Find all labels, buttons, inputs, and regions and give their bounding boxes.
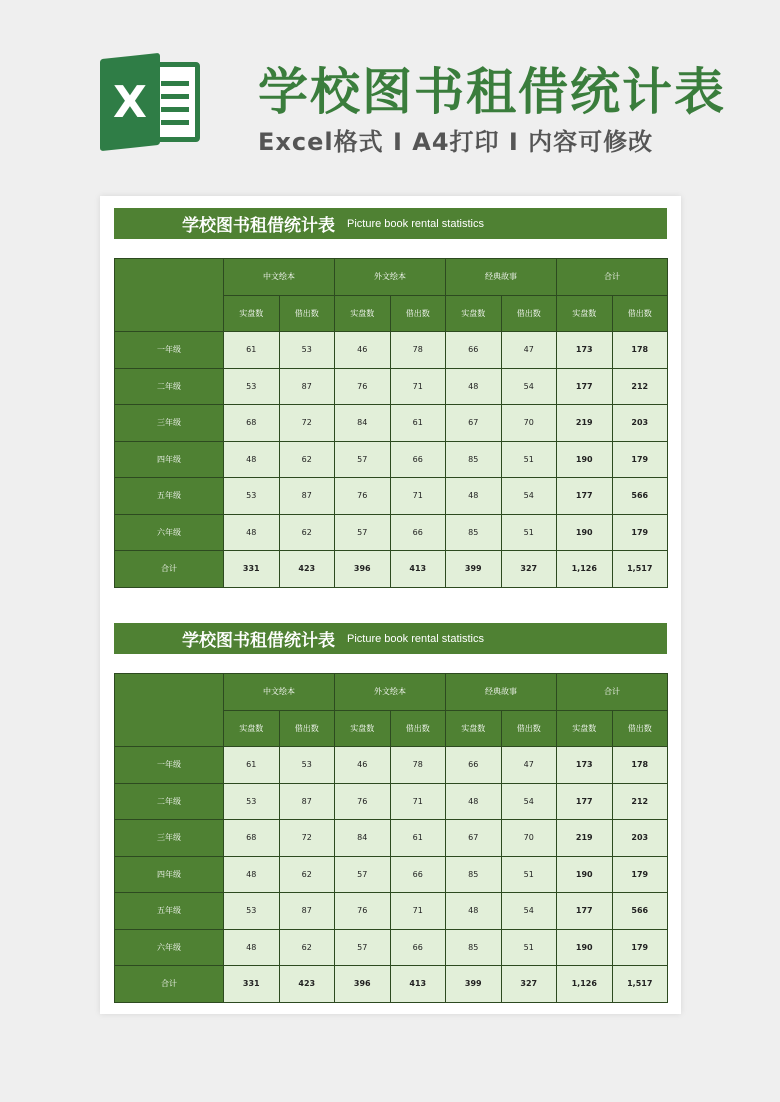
table-cell: 177	[557, 368, 613, 405]
table-cell: 48	[446, 783, 502, 820]
table-cell: 413	[390, 551, 446, 588]
excel-x-badge	[100, 53, 160, 151]
table-cell: 327	[501, 551, 557, 588]
table-cell: 51	[501, 514, 557, 551]
sub-header: 借出数	[501, 710, 557, 747]
sub-header: 借出数	[501, 295, 557, 332]
sub-header: 借出数	[612, 710, 668, 747]
row-label: 四年级	[115, 856, 224, 893]
table-cell: 179	[612, 441, 668, 478]
table-cell: 51	[501, 856, 557, 893]
stats-sheet-1	[114, 208, 667, 588]
table-cell: 212	[612, 368, 668, 405]
table-cell: 48	[224, 441, 280, 478]
table-cell: 1,126	[557, 966, 613, 1003]
sub-header: 实盘数	[224, 710, 280, 747]
table-cell: 54	[501, 893, 557, 930]
table-row	[115, 332, 668, 369]
table-cell: 48	[224, 856, 280, 893]
group-header: 中文绘本	[224, 674, 335, 711]
table-cell: 190	[557, 929, 613, 966]
table-cell: 53	[279, 747, 335, 784]
table-cell: 331	[224, 966, 280, 1003]
table-row	[115, 783, 668, 820]
corner-header-cell	[115, 259, 224, 332]
row-label: 三年级	[115, 405, 224, 442]
table-cell: 423	[279, 966, 335, 1003]
table-cell: 87	[279, 368, 335, 405]
corner-header-cell	[115, 674, 224, 747]
table-cell: 212	[612, 783, 668, 820]
table-cell: 76	[335, 368, 391, 405]
table-row	[115, 929, 668, 966]
group-header: 外文绘本	[335, 674, 446, 711]
table-row	[115, 856, 668, 893]
table-cell: 67	[446, 405, 502, 442]
sub-header: 借出数	[390, 710, 446, 747]
table-cell: 53	[224, 368, 280, 405]
row-label: 六年级	[115, 929, 224, 966]
table-cell: 190	[557, 856, 613, 893]
table-cell: 71	[390, 368, 446, 405]
table-cell: 178	[612, 747, 668, 784]
row-label: 一年级	[115, 332, 224, 369]
table-cell: 566	[612, 478, 668, 515]
sheet-title-en: Picture book rental statistics	[347, 632, 484, 645]
table-cell: 84	[335, 820, 391, 857]
table-cell: 1,517	[612, 966, 668, 1003]
sheet-title-bar	[114, 623, 667, 654]
row-label: 五年级	[115, 893, 224, 930]
table-cell: 327	[501, 966, 557, 1003]
table-cell: 331	[224, 551, 280, 588]
sub-header: 实盘数	[557, 710, 613, 747]
table-cell: 84	[335, 405, 391, 442]
table-cell: 219	[557, 820, 613, 857]
table-cell: 57	[335, 441, 391, 478]
table-row	[115, 747, 668, 784]
table-cell: 61	[224, 747, 280, 784]
table-cell: 48	[446, 893, 502, 930]
table-cell: 54	[501, 783, 557, 820]
table-cell: 85	[446, 441, 502, 478]
page-title: 学校图书租借统计表	[258, 63, 726, 121]
group-header: 合计	[557, 674, 668, 711]
table-cell: 178	[612, 332, 668, 369]
table-cell: 179	[612, 929, 668, 966]
row-label: 三年级	[115, 820, 224, 857]
table-cell: 177	[557, 893, 613, 930]
table-cell: 190	[557, 514, 613, 551]
table-row	[115, 893, 668, 930]
group-header: 中文绘本	[224, 259, 335, 296]
table-cell: 85	[446, 856, 502, 893]
document-page	[100, 196, 681, 1014]
table-row	[115, 441, 668, 478]
sub-header: 实盘数	[446, 295, 502, 332]
table-cell: 47	[501, 332, 557, 369]
table-cell: 62	[279, 514, 335, 551]
table-cell: 53	[224, 478, 280, 515]
total-row	[115, 966, 668, 1003]
table-cell: 87	[279, 783, 335, 820]
table-cell: 177	[557, 783, 613, 820]
rental-stats-table	[114, 673, 668, 1003]
table-cell: 76	[335, 893, 391, 930]
stats-sheet-2	[114, 623, 667, 1003]
table-cell: 87	[279, 478, 335, 515]
table-cell: 219	[557, 405, 613, 442]
table-cell: 48	[224, 514, 280, 551]
sub-header: 实盘数	[335, 295, 391, 332]
table-row	[115, 514, 668, 551]
sub-header: 借出数	[612, 295, 668, 332]
sub-header: 实盘数	[224, 295, 280, 332]
sheet-title-en: Picture book rental statistics	[347, 217, 484, 230]
table-cell: 190	[557, 441, 613, 478]
total-row	[115, 551, 668, 588]
table-cell: 53	[224, 893, 280, 930]
table-cell: 76	[335, 783, 391, 820]
table-cell: 70	[501, 820, 557, 857]
table-cell: 179	[612, 514, 668, 551]
sub-header: 借出数	[279, 295, 335, 332]
row-label: 一年级	[115, 747, 224, 784]
table-cell: 61	[390, 405, 446, 442]
table-cell: 71	[390, 893, 446, 930]
table-cell: 396	[335, 551, 391, 588]
table-cell: 57	[335, 856, 391, 893]
table-cell: 62	[279, 441, 335, 478]
table-cell: 67	[446, 820, 502, 857]
table-cell: 62	[279, 856, 335, 893]
table-cell: 57	[335, 514, 391, 551]
table-cell: 173	[557, 332, 613, 369]
table-cell: 203	[612, 405, 668, 442]
table-cell: 68	[224, 820, 280, 857]
sub-header: 借出数	[279, 710, 335, 747]
row-label: 五年级	[115, 478, 224, 515]
rental-stats-table	[114, 258, 668, 588]
table-cell: 46	[335, 332, 391, 369]
table-cell: 66	[390, 441, 446, 478]
table-cell: 66	[390, 929, 446, 966]
table-cell: 46	[335, 747, 391, 784]
table-cell: 71	[390, 783, 446, 820]
sheet-title-bar	[114, 208, 667, 239]
table-cell: 76	[335, 478, 391, 515]
table-cell: 70	[501, 405, 557, 442]
table-cell: 51	[501, 441, 557, 478]
table-cell: 1,517	[612, 551, 668, 588]
logo-letter: X	[113, 76, 147, 128]
table-cell: 54	[501, 478, 557, 515]
table-cell: 173	[557, 747, 613, 784]
table-cell: 177	[557, 478, 613, 515]
row-label: 四年级	[115, 441, 224, 478]
table-cell: 48	[224, 929, 280, 966]
table-cell: 399	[446, 966, 502, 1003]
table-cell: 66	[390, 514, 446, 551]
table-cell: 51	[501, 929, 557, 966]
table-cell: 66	[390, 856, 446, 893]
row-label: 二年级	[115, 783, 224, 820]
sub-header: 实盘数	[335, 710, 391, 747]
row-label: 二年级	[115, 368, 224, 405]
table-row	[115, 478, 668, 515]
group-header-row	[115, 259, 668, 296]
table-cell: 1,126	[557, 551, 613, 588]
table-cell: 53	[279, 332, 335, 369]
sub-header: 实盘数	[557, 295, 613, 332]
table-cell: 85	[446, 929, 502, 966]
table-cell: 66	[446, 747, 502, 784]
table-cell: 396	[335, 966, 391, 1003]
table-cell: 72	[279, 820, 335, 857]
page-subtitle: Excel格式 I A4打印 I 内容可修改	[258, 128, 654, 156]
table-cell: 566	[612, 893, 668, 930]
group-header: 经典故事	[446, 674, 557, 711]
table-cell: 413	[390, 966, 446, 1003]
table-cell: 47	[501, 747, 557, 784]
table-cell: 62	[279, 929, 335, 966]
table-cell: 57	[335, 929, 391, 966]
excel-logo-icon	[100, 56, 200, 148]
table-cell: 87	[279, 893, 335, 930]
group-header: 经典故事	[446, 259, 557, 296]
sheet-title-cn: 学校图书租借统计表	[182, 216, 335, 236]
table-cell: 72	[279, 405, 335, 442]
table-cell: 399	[446, 551, 502, 588]
table-cell: 78	[390, 747, 446, 784]
table-cell: 48	[446, 478, 502, 515]
sub-header: 实盘数	[446, 710, 502, 747]
table-row	[115, 820, 668, 857]
table-row	[115, 405, 668, 442]
table-row	[115, 368, 668, 405]
table-cell: 48	[446, 368, 502, 405]
group-header: 合计	[557, 259, 668, 296]
table-cell: 61	[224, 332, 280, 369]
table-cell: 68	[224, 405, 280, 442]
sub-header: 借出数	[390, 295, 446, 332]
table-cell: 203	[612, 820, 668, 857]
table-cell: 71	[390, 478, 446, 515]
group-header: 外文绘本	[335, 259, 446, 296]
table-cell: 61	[390, 820, 446, 857]
table-cell: 179	[612, 856, 668, 893]
table-cell: 54	[501, 368, 557, 405]
table-cell: 66	[446, 332, 502, 369]
group-header-row	[115, 674, 668, 711]
table-cell: 423	[279, 551, 335, 588]
table-cell: 78	[390, 332, 446, 369]
row-label: 合计	[115, 551, 224, 588]
sheet-title-cn: 学校图书租借统计表	[182, 631, 335, 651]
row-label: 六年级	[115, 514, 224, 551]
table-cell: 53	[224, 783, 280, 820]
table-cell: 85	[446, 514, 502, 551]
row-label: 合计	[115, 966, 224, 1003]
